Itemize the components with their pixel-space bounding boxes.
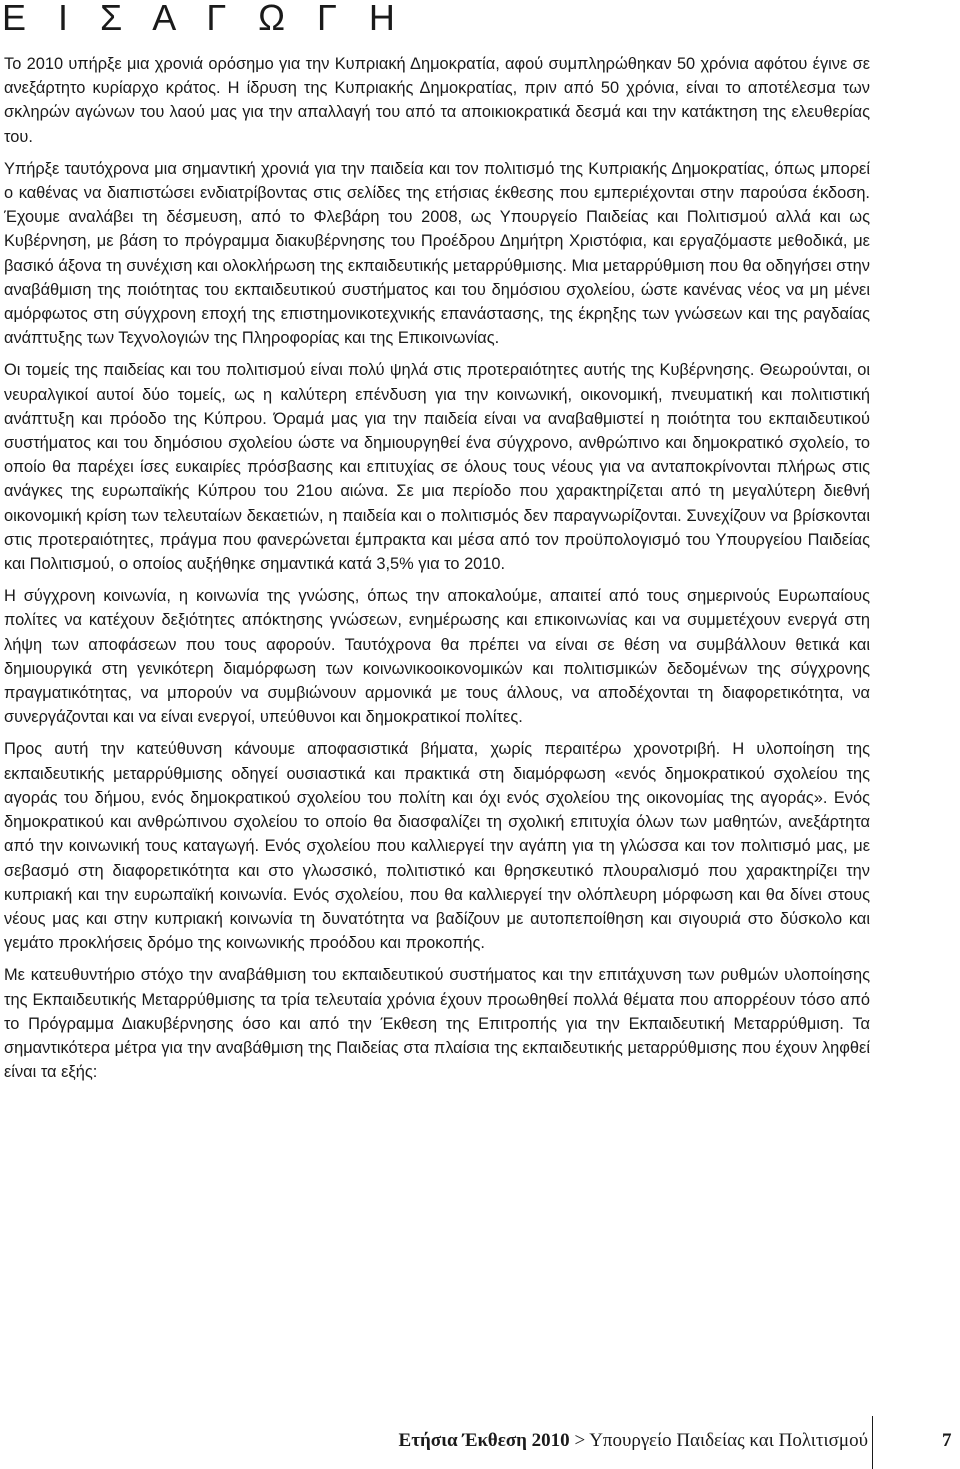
paragraph-2: Υπήρξε ταυτόχρονα μια σημαντική χρονιά για την παιδεία και τον πολιτισμό της Κυπριακής Δημοκρατίας, όπως μπορεί ο καθένας να διαπιστώσει ενδιατρίβοντας στις σελίδες της ετήσιας έκθεσης που εμπεριέχονται στην παρούσα έκδοση. Έχουμε αναλάβει τη δέσμευση, από το Φλεβάρη του 2008, ως Υπουργείο Παιδείας και Πολιτισμού αλλά και ως Κυβέρνηση, με βάση το πρόγραμμα διακυβέρνησης του Προέδρου Δημήτρη Χριστόφια, και εργαζόμαστε μεθοδικά, με βασικό άξονα τη συνέχιση και ολοκλήρωση της εκπαιδευτικής μεταρρύθμισης. Μια μεταρρύθμιση που θα οδηγήσει στην αναβάθμιση της ποιότητας του εκπαιδευτικού συστήματος και του δημόσιου σχολείου, ώστε κανένας νέος να μη μένει αμόρφωτος στη σύγχρονη εποχή της επιστημονικοτεχνικής επανάστασης, της έκρηξης των γνώσεων και της ραγδαίας ανάπτυξης των Τεχνολογιών της Πληροφορίας και της Επικοινωνίας. — [4, 159, 870, 348]
footer-divider — [872, 1416, 873, 1469]
report-title: Ετήσια Έκθεση 2010 — [398, 1430, 570, 1451]
page-footer — [0, 1420, 960, 1469]
paragraph-3: Οι τομείς της παιδείας και του πολιτισμού είναι πολύ ψηλά στις προτεραιότητες αυτής της Κυβέρνησης. Θεωρούνται, οι νευραλγικοί αυτοί δύο τομείς, ως η καλύτερη επένδυση για την κοινωνική, οικονομική, πνευματική και πολιτιστική ανάπτυξη και πρόοδο της Κύπρου. Όραμά μας για την παιδεία είναι να αναβαθμιστεί η ποιότητα του εκπαιδευτικού συστήματος και του δημόσιου σχολείου ώστε να δημιουργηθεί ένα σύγχρονο, ανθρώπινο και δημοκρατικό σχολείο, το οποίο θα παρέχει ίσες ευκαιρίες πρόσβασης και επιτυχίας σε όλους τους νέους για να ανταποκρίνονται πλήρως στις ανάγκες της ευρωπαϊκής Κύπρου του 21ου αιώνα. Σε μια περίοδο που χαρακτηρίζεται από τη μεγαλύτερη διεθνή οικονομική κρίση των τελευταίων δεκαετιών, η παιδεία και ο πολιτισμός δεν παραγνωρίζονται. Συνεχίζουν να βρίσκονται στις προτεραιότητες, πράγμα που φανερώνεται έμπρακτα και μέσα από τον προϋπολογισμό του Υπουργείου Παιδείας και Πολιτισμού, ο οποίος αυξήθηκε σημαντικά κατά 3,5% για το 2010. — [4, 361, 870, 574]
paragraph-5: Προς αυτή την κατεύθυνση κάνουμε αποφασιστικά βήματα, χωρίς περαιτέρω χρονοτριβή. Η υλοποίηση της εκπαιδευτικής μεταρρύθμισης οδηγεί ουσιαστικά και πρακτικά στη διαμόρφωση «ενός δημοκρατικού σχολείου της αγοράς του δήμου, ενός δημοκρατικού σχολείου του πολίτη και όχι ενός σχολείου της οικονομίας της αγοράς». Ενός δημοκρατικού και ανθρώπινου σχολείου το οποίο θα διασφαλίζει τη σχολική επιτυχία όλων των μαθητών, ανεξάρτητα από την κοινωνική τους καταγωγή. Ενός σχολείου που καλλιεργεί την αγάπη για τη γλώσσα και τον πολιτισμό μας, με σεβασμό στη διαφορετικότητα και στο γλωσσικό, πολιτιστικό και θρησκευτικό πλουραλισμό που χαρακτηρίζει την κυπριακή και την ευρωπαϊκή κοινωνία. Ενός σχολείου, που θα καλλιεργεί την ολόπλευρη μόρφωση και θα δίνει στους νέους μας και στην κυπριακή κοινωνία τη δυνατότητα να βαδίζουν με αυτοπεποίθηση και σιγουριά στο δύσκολο και γεμάτο προκλήσεις δρόμο της κοινωνικής προόδου και προκοπής. — [4, 740, 870, 953]
footer-separator: > — [574, 1430, 586, 1451]
page-title: Ε Ι Σ Α Γ Ω Γ Η — [2, 0, 406, 38]
page-number: 7 — [942, 1430, 952, 1451]
paragraph-6: Με κατευθυντήριο στόχο την αναβάθμιση του εκπαιδευτικού συστήματος και την επιτάχυνση των ρυθμών υλοποίησης της Εκπαιδευτικής Μεταρρύθμισης τα τρία τελευταία χρόνια έχουν προωθηθεί πολλά θέματα που απορρέουν τόσο από το Πρόγραμμα Διακυβέρνησης όσο και από την Έκθεση της Επιτροπής για την Εκπαιδευτική Μεταρρύθμιση. Τα σημαντικότερα μέτρα για την αναβάθμιση της Παιδείας στα πλαίσια της εκπαιδευτικής μεταρρύθμισης που έχουν ληφθεί είναι τα εξής: — [4, 966, 870, 1082]
running-footer — [399, 1430, 868, 1452]
paragraph-4: Η σύγχρονη κοινωνία, η κοινωνία της γνώσης, όπως την αποκαλούμε, απαιτεί από τους σημερινούς Ευρωπαίους πολίτες να κατέχουν δεξιότητες απόκτησης γνώσεων, ενημέρωσης και επικοινωνίας και να συμμετέχουν ενεργά στη λήψη των αποφάσεων που τους αφορούν. Ταυτόχρονα θα πρέπει να είναι σε θέση να συμβάλλουν θετικά και δημιουργικά στη γενικότερη διαμόρφωση των κοινωνικοοικονομικών και πολιτισμικών δεδομένων της σύγχρονης πραγματικότητας, να μπορούν να συμβιώνουν αρμονικά με τους άλλους, να αποδέχονται τη διαφορετικότητα, να συνεργάζονται και να είναι ενεργοί, υπεύθυνοι και δημοκρατικοί πολίτες. — [4, 587, 870, 727]
body-text — [4, 52, 870, 1092]
paragraph-1: Το 2010 υπήρξε μια χρονιά ορόσημο για την Κυπριακή Δημοκρατία, αφού συμπληρώθηκαν 50 χρόνια αφότου έγινε σε ανεξάρτητο κυρίαρχο κράτος. Η ίδρυση της Κυπριακής Δημοκρατίας, πριν από 50 χρόνια, είναι το αποτέλεσμα των σκληρών αγώνων του λαού μας για την απαλλαγή του από τα αποικιοκρατικά δεσμά και την κατάκτηση της ελευθερίας του. — [4, 55, 870, 146]
ministry-name: Υπουργείο Παιδείας και Πολιτισμού — [589, 1430, 868, 1451]
